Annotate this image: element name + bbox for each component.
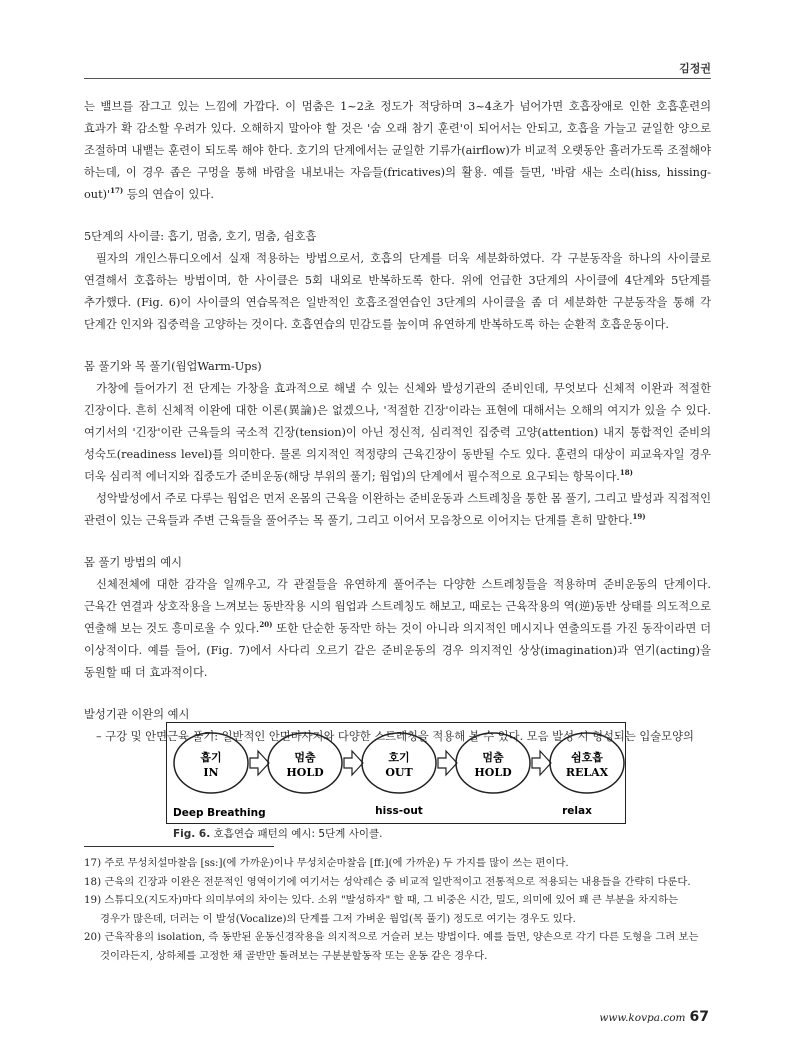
stage-circle: [456, 733, 530, 793]
footnote: 18) 근육의 긴장과 이완은 전문적인 영역이기에 여기서는 성악레슨 중 비교적 일반적이고 전통적으로 적용되는 내용들을 간략히 다룬다.: [84, 875, 691, 888]
journal-url: www.kovpa.com: [599, 1012, 686, 1024]
stage-en: OUT: [385, 766, 413, 779]
stage-circle: [550, 733, 624, 793]
stage-ko: 쉼호흡: [571, 751, 603, 764]
arrow-right-icon: [438, 751, 457, 775]
stage-en: IN: [203, 766, 219, 779]
paragraph: 성악발성에서 주로 다루는 웜업은 먼저 온몸의 근육을 이완하는 준비운동과 스트레칭을 통한 몸 풀기, 그리고 발성과 직접적인 관련이 있는 근육들과 주변 근육들을 풀어주는 목 풀기, 그리고 이어서 모음창으로 이어지는 단계를 흔히 말한다.$^{19)}$: [84, 492, 711, 527]
page-number: 67: [689, 1009, 709, 1025]
header-rule: [84, 78, 711, 79]
paragraph: 필자의 개인스튜디오에서 실재 적용하는 방법으로서, 호흡의 단계를 더욱 세분화하였다. 각 구분동작을 하나의 사이클로 연결해서 호흡하는 방법이며, 한 사이클은 5회 내외로 반복하도록 한다. 위에 언급한 3단계의 사이클에 4단계와 5단계를 추가했다. (Fig. 6)이 사이클의 연습목적은 일반적인 호흡조절연습인 3단계의 사이클을 좀 더 세분화한 구분동작을 통해 각 단계간 인지와 집중력을 고양하는 것이다. 호흡연습의 민감도를 높이며 유연하게 반복하도록 하는 순환적 호흡운동이다.: [84, 252, 711, 331]
footnotes: [84, 854, 711, 965]
figure-caption: Fig. 6. 호흡연습 패턴의 예시: 5단계 사이클.: [173, 828, 383, 840]
stage-circle: [362, 733, 436, 793]
figure-breathing-cycle: [166, 722, 626, 824]
stage-ko: 호기: [388, 751, 410, 764]
footnote-rule: [84, 846, 274, 847]
stage-ko: 흡기: [200, 751, 222, 764]
arrow-right-icon: [532, 751, 551, 775]
section-heading: 몸 풀기와 목 풀기(웜업Warm-Ups): [84, 360, 262, 373]
paragraph: 신체전체에 대한 감각을 일깨우고, 각 관절들을 유연하게 풀어주는 다양한 스트레칭들을 적용하며 준비운동의 단계이다. 근육간 연결과 상호작용을 느껴보는 동반작용 시의 웜업과 스트레칭도 해보고, 때로는 근육작용의 역(逆)동반 상태를 의도적으로 연출해 보는 것도 흥미로울 수 있다.$^{20)}$ 또한 단순한 동작만 하는 것이 아니라 의지적인 메시지나 연출의도를 가진 동작이라면 더 이상적이다. 예를 들어, (Fig. 7)에서 사다리 오르기 같은 준비운동의 경우 의지적인 상상(imagination)과 연기(acting)을 동원할 때 더 효과적이다.: [84, 578, 712, 679]
body-text: [84, 96, 711, 748]
section-heading: 몸 풀기 방법의 예시: [84, 556, 183, 569]
arrow-right-icon: [344, 751, 363, 775]
running-header-author: 김정권: [679, 62, 711, 75]
stage-en: HOLD: [474, 766, 512, 779]
cycle-diagram: [167, 723, 627, 825]
stage-ko: 멈춤: [482, 751, 504, 764]
footnote-ref: 20): [259, 620, 273, 630]
stage-en: RELAX: [565, 766, 609, 779]
label-relax: relax: [562, 805, 592, 817]
stage-en: HOLD: [286, 766, 324, 779]
footnote: 17) 주로 무성치설마찰음 [ss:](에 가까운)이나 무성치순마찰음 [ff:](에 가까운) 두 가지를 많이 쓰는 편이다.: [84, 857, 569, 869]
footnote: 20) 근육작용의 isolation, 즉 동반된 운동신경작용을 의지적으로 거슬러 보는 방법이다. 예를 들면, 양손으로 각기 다른 도형을 그려 보는 것이라든지, 상하체를 고정한 채 골반만 돌려보는 구분분할동작 또는 운동 같은 경우다.: [84, 931, 699, 962]
paragraph: 는 밸브를 잠그고 있는 느낌에 가깝다. 이 멈춤은 1~2초 정도가 적당하며 3~4초가 넘어가면 호흡장애로 인한 호흡훈련의 효과가 확 감소할 우려가 있다. 오해하지 말아야 할 것은 '숨 오래 참기 훈련'이 되어서는 안되고, 호흡을 가늘고 균일한 양으로 조절하며 내뱉는 훈련이 되도록 해야 한다. 호기의 단계에서는 균일한 기류가(airflow)가 비교적 오랫동안 흘러가도록 조절해야 하는데, 이 경우 좁은 구멍을 통해 바람을 내보내는 자음들(fricatives)의 활용. 예를 들면, '바람 새는 소리(hiss, hissing-$out)'^{17)}$ 등의 연습이 있다.: [84, 100, 711, 201]
stage-circle: [174, 733, 248, 793]
arrow-right-icon: [250, 751, 269, 775]
paragraph: 가창에 들어가기 전 단계는 가창을 효과적으로 해낼 수 있는 신체와 발성기관의 준비인데, 무엇보다 신체적 이완과 적절한 긴장이다. 흔히 신체적 이완에 대한 이론(異論)은 없겠으나, '적절한 긴장'이라는 표현에 대해서는 오해의 여지가 있을 수 있다. 여기서의 '긴장'이란 근육들의 국소적 긴장(tension)이 아닌 정신적, 심리적인 집중력 고양(attention) 내지 통합적인 준비의 성숙도(readiness level)를 의미한다. 물론 의지적인 적정량의 근육긴장이 동반될 수도 있다. 훈련의 대상이 피교육자일 경우 더욱 심리적 에너지와 집중도가 준비운동(해당 부위의 풀기; 웜업)의 단계에서 필수적으로 요구되는 항목이다.$^{18)}$: [84, 382, 711, 483]
stage-circle: [268, 733, 342, 793]
label-hiss-out: hiss-out: [375, 805, 423, 817]
label-deep-breathing: Deep Breathing: [173, 807, 266, 819]
paragraph: – 구강 및 안면근육 풀기: 일반적인 안면마사지와 다양한 스트레칭을 적용해 볼 수 있다. 모음 발성 시 형성되는 입술모양의: [96, 730, 694, 743]
footnote-ref: 17): [110, 186, 124, 196]
section-heading: 5단계의 사이클: 흡기, 멈춤, 호기, 멈춤, 쉼호흡: [84, 230, 317, 243]
footnote: 19) 스튜디오(지도자)마다 의미부여의 차이는 있다. 소위 "발성하자" 할 때, 그 비중은 시간, 밀도, 의미에 있어 꽤 큰 부분을 차지하는 경우가 많은데, 더러는 이 발성(Vocalize)의 단계를 그저 가벼운 웜업(목 풀기) 정도로 여기는 경우도 있다.: [84, 894, 679, 925]
page-footer: [599, 1006, 709, 1025]
stage-ko: 멈춤: [294, 751, 316, 764]
section-heading: 발성기관 이완의 예시: [84, 708, 190, 721]
footnote-ref: 19): [632, 512, 646, 522]
footnote-ref: 18): [619, 468, 633, 478]
